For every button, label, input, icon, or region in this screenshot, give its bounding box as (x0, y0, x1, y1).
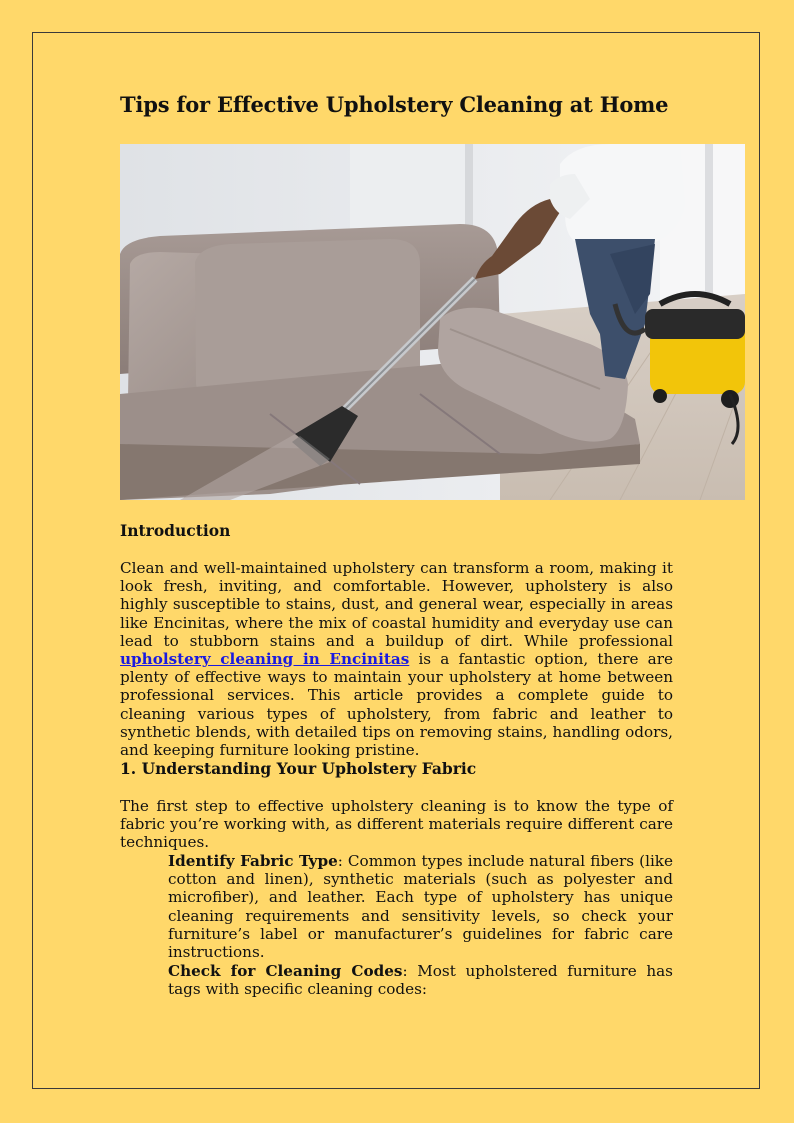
article-title: Tips for Effective Upholstery Cleaning at Home (120, 92, 669, 117)
hero-image (120, 144, 745, 500)
list-item (168, 852, 673, 961)
identify-fabric-type-text: : Common types include natural fibers (like cotton and linen), synthetic materials (such as polyester and microfiber), and leather. Each type of upholstery has unique cleaning requirements and sensitivity levels, so check your furniture’s label or manufacturer’s guidelines for fabric care instructions. (168, 852, 673, 962)
list-item (168, 962, 673, 998)
photo-woman-vacuuming-sofa-icon (120, 144, 745, 500)
cleaning-codes-text: : Most upholstered furniture has tags with specific cleaning codes: (168, 962, 673, 999)
introduction-paragraph (120, 559, 673, 759)
section-1-heading: 1. Understanding Your Upholstery Fabric (120, 759, 477, 778)
intro-text-after-link: is a fantastic option, there are plenty of effective ways to maintain your upholstery at home between professional services. This article provides a complete guide to cleaning various types of upholstery, from fabric and leather to synthetic blends, with detailed tips on removing stains, handling odors, and keeping furniture looking pristine. (120, 650, 673, 760)
cleaning-codes-label: Check for Cleaning Codes (168, 962, 403, 980)
identify-fabric-type-label: Identify Fabric Type (168, 852, 338, 870)
section-1-paragraph: The first step to effective upholstery cleaning is to know the type of fabric you’re working with, as different materials require different care techniques. (120, 797, 673, 852)
intro-text-before-link: Clean and well-maintained upholstery can transform a room, making it look fresh, inviting, and comfortable. However, upholstery is also highly susceptible to stains, dust, and general wear, especially in areas like Encinitas, where the mix of coastal humidity and everyday use can lead to stubborn stains and a buildup of dirt. While professional (120, 559, 673, 650)
introduction-heading: Introduction (120, 521, 231, 540)
upholstery-cleaning-encinitas-link[interactable]: upholstery cleaning in Encinitas (120, 650, 410, 669)
